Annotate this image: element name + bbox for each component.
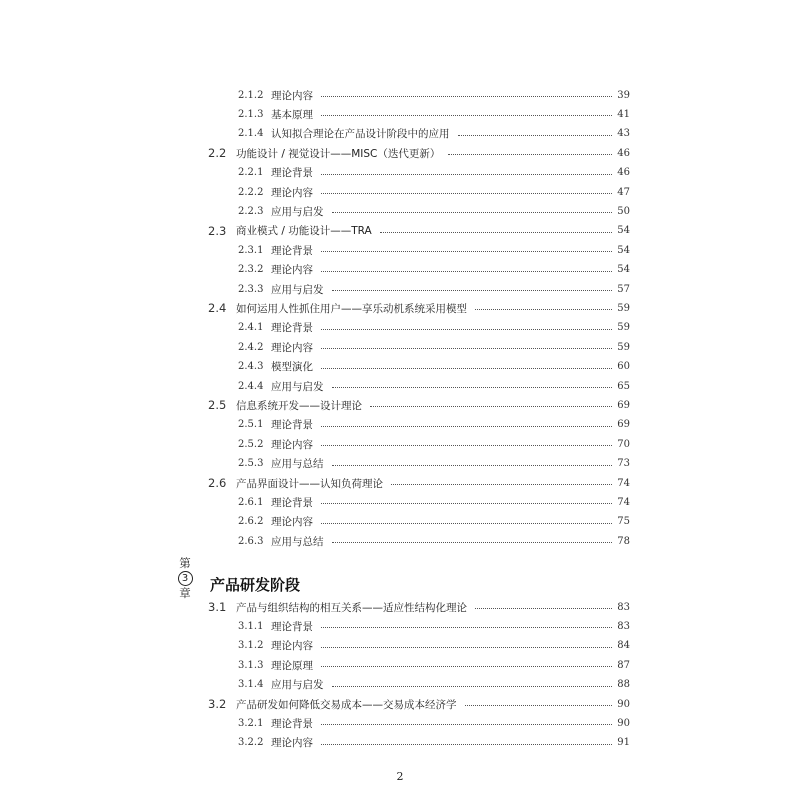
toc-subsection-entry[interactable] <box>0 416 800 434</box>
dot-leader <box>321 174 612 175</box>
entry-number: 3.1.2 <box>238 640 264 652</box>
entry-page-number: 65 <box>617 380 630 392</box>
entry-page-number: 75 <box>617 516 630 528</box>
entry-page-number: 46 <box>617 147 630 159</box>
entry-page-number: 74 <box>617 477 630 489</box>
entry-title: 理论原理 <box>271 659 313 672</box>
dot-leader <box>321 96 612 97</box>
entry-number: 2.2 <box>208 146 227 161</box>
dot-leader <box>332 212 612 213</box>
toc-subsection-entry[interactable] <box>0 513 800 531</box>
entry-number: 2.5.2 <box>238 438 264 450</box>
entry-page-number: 70 <box>617 438 630 450</box>
entry-title: 基本原理 <box>271 108 313 121</box>
entry-number: 2.6.1 <box>238 496 264 508</box>
toc-subsection-entry[interactable] <box>0 241 800 259</box>
dot-leader <box>321 666 612 667</box>
entry-title: 理论内容 <box>271 737 313 750</box>
entry-number: 2.3.1 <box>238 244 264 256</box>
entry-page-number: 59 <box>617 341 630 353</box>
entry-number: 3.1.3 <box>238 659 264 671</box>
entry-page-number: 39 <box>617 89 630 101</box>
dot-leader <box>321 368 612 369</box>
entry-page-number: 41 <box>617 108 630 120</box>
entry-page-number: 91 <box>617 737 630 749</box>
toc-section-entry[interactable] <box>0 598 800 616</box>
entry-number: 2.6 <box>208 476 227 490</box>
entry-title: 认知拟合理论在产品设计阶段中的应用 <box>271 128 450 141</box>
dot-leader <box>332 686 612 687</box>
dot-leader <box>391 484 612 485</box>
entry-title: 理论背景 <box>271 322 313 335</box>
toc-subsection-entry[interactable] <box>0 637 800 655</box>
toc-subsection-entry[interactable] <box>0 455 800 473</box>
entry-page-number: 88 <box>617 679 630 691</box>
entry-title: 产品与组织结构的相互关系——适应性结构化理论 <box>236 601 467 614</box>
entry-title: 产品界面设计——认知负荷理论 <box>236 477 383 490</box>
entry-page-number: 47 <box>617 186 630 198</box>
dot-leader <box>448 154 612 155</box>
entry-page-number: 54 <box>617 244 630 256</box>
dot-leader <box>321 251 612 252</box>
entry-number: 3.2.1 <box>238 717 264 729</box>
toc-subsection-entry[interactable] <box>0 261 800 279</box>
entry-page-number: 60 <box>617 361 630 373</box>
entry-title: 应用与总结 <box>271 458 324 471</box>
entry-number: 2.2.1 <box>238 167 264 179</box>
entry-page-number: 69 <box>617 419 630 431</box>
dot-leader <box>380 232 612 233</box>
entry-title: 理论背景 <box>271 496 313 509</box>
entry-page-number: 46 <box>617 167 630 179</box>
entry-title: 商业模式 / 功能设计——TRA <box>236 225 372 238</box>
toc-section-entry[interactable] <box>0 144 800 162</box>
entry-number: 2.6.3 <box>238 535 264 547</box>
entry-title: 理论背景 <box>271 419 313 432</box>
entry-title: 模型演化 <box>271 361 313 374</box>
dot-leader <box>321 271 612 272</box>
entry-page-number: 90 <box>617 717 630 729</box>
chapter-number: 3 <box>178 571 193 586</box>
entry-title: 应用与启发 <box>271 283 324 296</box>
entry-number: 2.4 <box>208 301 227 316</box>
dot-leader <box>321 426 612 427</box>
toc-section-entry[interactable] <box>0 695 800 713</box>
dot-leader <box>475 608 612 609</box>
entry-page-number: 59 <box>617 302 630 314</box>
toc-subsection-entry[interactable] <box>0 86 800 104</box>
toc-section-entry[interactable] <box>0 299 800 317</box>
entry-title: 理论内容 <box>271 516 313 529</box>
entry-title: 理论背景 <box>271 244 313 257</box>
entry-number: 2.6.2 <box>238 516 264 528</box>
entry-page-number: 73 <box>617 458 630 470</box>
entry-page-number: 90 <box>617 698 630 710</box>
dot-leader <box>332 542 612 543</box>
toc-section-entry[interactable] <box>0 396 800 414</box>
entry-page-number: 78 <box>617 535 630 547</box>
entry-page-number: 74 <box>617 496 630 508</box>
entry-title: 理论内容 <box>271 438 313 451</box>
dot-leader <box>321 744 612 745</box>
entry-page-number: 50 <box>617 205 630 217</box>
entry-page-number: 54 <box>617 225 630 237</box>
dot-leader <box>332 465 612 466</box>
entry-page-number: 83 <box>617 620 630 632</box>
dot-leader <box>321 647 612 648</box>
entry-number: 2.1.2 <box>238 89 264 101</box>
entry-title: 应用与启发 <box>271 679 324 692</box>
toc-subsection-entry[interactable] <box>0 377 800 395</box>
entry-title: 理论内容 <box>271 89 313 102</box>
toc-subsection-entry[interactable] <box>0 280 800 298</box>
entry-title: 理论背景 <box>271 717 313 730</box>
entry-number: 2.5.1 <box>238 419 264 431</box>
dot-leader <box>321 348 612 349</box>
entry-title: 应用与启发 <box>271 380 324 393</box>
entry-title: 应用与启发 <box>271 205 324 218</box>
dot-leader <box>321 503 612 504</box>
toc-subsection-entry[interactable] <box>0 493 800 511</box>
toc-section-entry[interactable] <box>0 222 800 240</box>
entry-title: 理论内容 <box>271 186 313 199</box>
dot-leader <box>465 705 612 706</box>
entry-number: 2.4.1 <box>238 322 264 334</box>
entry-title: 信息系统开发——设计理论 <box>236 399 362 412</box>
entry-title: 理论内容 <box>271 640 313 653</box>
chapter-mark <box>176 556 194 600</box>
entry-page-number: 87 <box>617 659 630 671</box>
toc-subsection-entry[interactable] <box>0 714 800 732</box>
toc-subsection-entry[interactable] <box>0 125 800 143</box>
entry-title: 功能设计 / 视觉设计——MISC（迭代更新） <box>236 147 441 160</box>
chapter-suffix: 章 <box>179 586 191 600</box>
toc-subsection-entry[interactable] <box>0 358 800 376</box>
entry-title: 应用与总结 <box>271 535 324 548</box>
entry-page-number: 54 <box>617 264 630 276</box>
dot-leader <box>321 329 612 330</box>
dot-leader <box>321 115 612 116</box>
toc-subsection-entry[interactable] <box>0 617 800 635</box>
entry-page-number: 43 <box>617 128 630 140</box>
entry-number: 2.3.2 <box>238 264 264 276</box>
entry-number: 2.1.4 <box>238 128 264 140</box>
dot-leader <box>321 627 612 628</box>
toc-subsection-entry[interactable] <box>0 532 800 550</box>
entry-number: 2.4.4 <box>238 380 264 392</box>
entry-page-number: 83 <box>617 601 630 613</box>
toc-subsection-entry[interactable] <box>0 676 800 694</box>
entry-page-number: 59 <box>617 322 630 334</box>
entry-number: 2.2.2 <box>238 186 264 198</box>
toc-subsection-entry[interactable] <box>0 734 800 752</box>
dot-leader <box>370 406 612 407</box>
entry-number: 2.5 <box>208 398 227 413</box>
dot-leader <box>332 290 612 291</box>
toc-subsection-entry[interactable] <box>0 202 800 220</box>
dot-leader <box>475 309 612 310</box>
toc-subsection-entry[interactable] <box>0 105 800 123</box>
entry-number: 2.4.3 <box>238 361 264 373</box>
toc-subsection-entry[interactable] <box>0 183 800 201</box>
entry-number: 2.1.3 <box>238 108 264 120</box>
entry-page-number: 57 <box>617 283 630 295</box>
toc-subsection-entry[interactable] <box>0 164 800 182</box>
entry-title: 如何运用人性抓住用户——享乐动机系统采用模型 <box>236 302 467 315</box>
entry-title: 产品研发如何降低交易成本——交易成本经济学 <box>236 698 457 711</box>
dot-leader <box>321 445 612 446</box>
entry-number: 2.5.3 <box>238 458 264 470</box>
entry-number: 2.3.3 <box>238 283 264 295</box>
chapter-prefix: 第 <box>179 556 191 570</box>
dot-leader <box>321 724 612 725</box>
toc-subsection-entry[interactable] <box>0 319 800 337</box>
page-number: 2 <box>396 770 404 783</box>
entry-number: 2.2.3 <box>238 205 264 217</box>
entry-number: 3.2 <box>208 697 227 711</box>
entry-number: 3.2.2 <box>238 737 264 749</box>
dot-leader <box>321 193 612 194</box>
toc-subsection-entry[interactable] <box>0 435 800 453</box>
entry-number: 3.1.4 <box>238 679 264 691</box>
entry-title: 理论背景 <box>271 167 313 180</box>
toc-subsection-entry[interactable] <box>0 656 800 674</box>
toc-subsection-entry[interactable] <box>0 338 800 356</box>
entry-number: 3.1 <box>208 600 227 614</box>
dot-leader <box>458 135 612 136</box>
entry-number: 2.3 <box>208 223 227 238</box>
entry-title: 理论内容 <box>271 264 313 277</box>
entry-page-number: 84 <box>617 640 630 652</box>
entry-page-number: 69 <box>617 399 630 411</box>
toc-section-entry[interactable] <box>0 474 800 492</box>
dot-leader <box>321 523 612 524</box>
entry-title: 理论背景 <box>271 620 313 633</box>
chapter-title: 产品研发阶段 <box>210 576 301 594</box>
dot-leader <box>332 387 612 388</box>
entry-number: 2.4.2 <box>238 341 264 353</box>
entry-title: 理论内容 <box>271 341 313 354</box>
entry-number: 3.1.1 <box>238 620 264 632</box>
